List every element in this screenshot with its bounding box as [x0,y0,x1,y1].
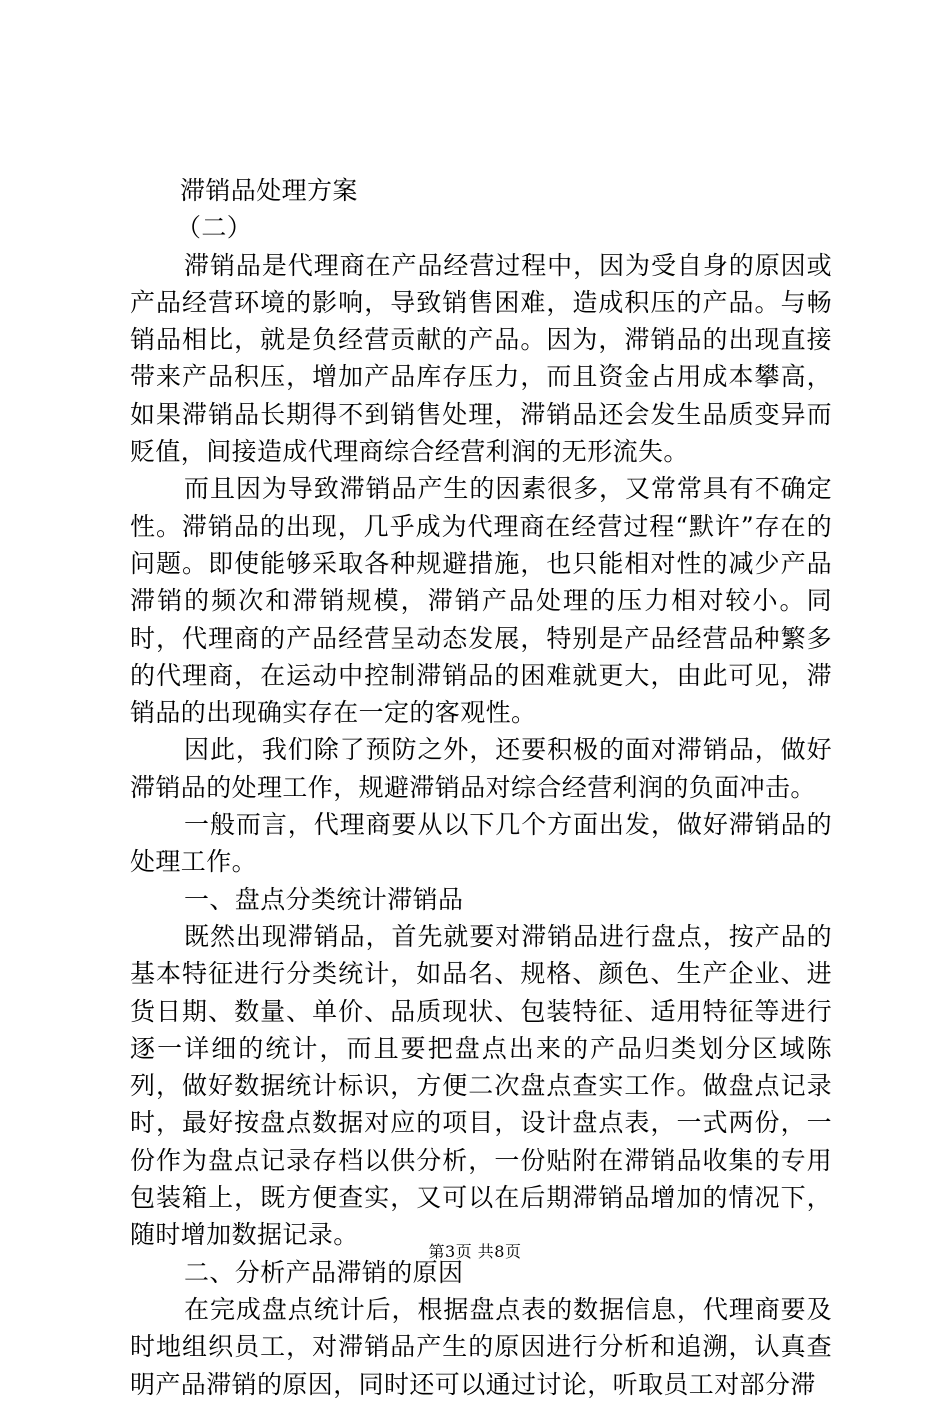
paragraph-inventory: 既然出现滞销品，首先就要对滞销品进行盘点，按产品的基本特征进行分类统计，如品名、规格、颜色、生产企业、进货日期、数量、单价、品质现状、包装特征、适用特征等进行逐一详细的统计，而且要把盘点出来的产品归类划分区域陈列，做好数据统计标识，方便二次盘点查实工作。做盘点记录时，最好按盘点数据对应的项目，设计盘点表，一式两份，一份作为盘点记录存档以供分析，一份贴附在滞销品收集的专用包装箱上，既方便查实，又可以在后期滞销品增加的情况下，随时增加数据记录。 [130,921,832,1250]
paragraph-uncertainty: 而且因为导致滞销品产生的因素很多，又常常具有不确定性。滞销品的出现，几乎成为代理商在经营过程“默许”存在的问题。即使能够采取各种规避措施，也只能相对性的减少产品滞销的频次和滞销规模，滞销产品处理的压力相对较小。同时，代理商的产品经营呈动态发展，特别是产品经营品种繁多的代理商，在运动中控制滞销品的困难就更大，由此可见，滞销品的出现确实存在一定的客观性。 [130,474,832,728]
document-subtitle: （二） [176,213,253,243]
paragraph-general: 一般而言，代理商要从以下几个方面出发，做好滞销品的处理工作。 [130,810,832,877]
page-number-label: 第3页 共8页 [428,1242,522,1261]
section-heading-2: 二、分析产品滞销的原因 [184,1257,464,1287]
document-title: 滞销品处理方案 [180,176,358,205]
paragraph-analysis: 在完成盘点统计后，根据盘点表的数据信息，代理商要及时地组织员工，对滞销品产生的原因进行分析和追溯，认真查明产品滞销的原因，同时还可以通过讨论，听取员工对部分滞 [130,1294,832,1399]
paragraph-intro: 滞销品是代理商在产品经营过程中，因为受自身的原因或产品经营环境的影响，导致销售困难，造成积压的产品。与畅销品相比，就是负经营贡献的产品。因为，滞销品的出现直接带来产品积压，增加产品库存压力，而且资金占用成本攀高，如果滞销品长期得不到销售处理，滞销品还会发生品质变异而贬值，间接造成代理商综合经营利润的无形流失。 [130,250,832,467]
page-footer [0,1241,950,1263]
section-heading-1: 一、盘点分类统计滞销品 [184,884,464,914]
paragraph-therefore: 因此，我们除了预防之外，还要积极的面对滞销品，做好滞销品的处理工作，规避滞销品对综合经营利润的负面冲击。 [130,735,832,802]
document-body [130,172,832,1403]
